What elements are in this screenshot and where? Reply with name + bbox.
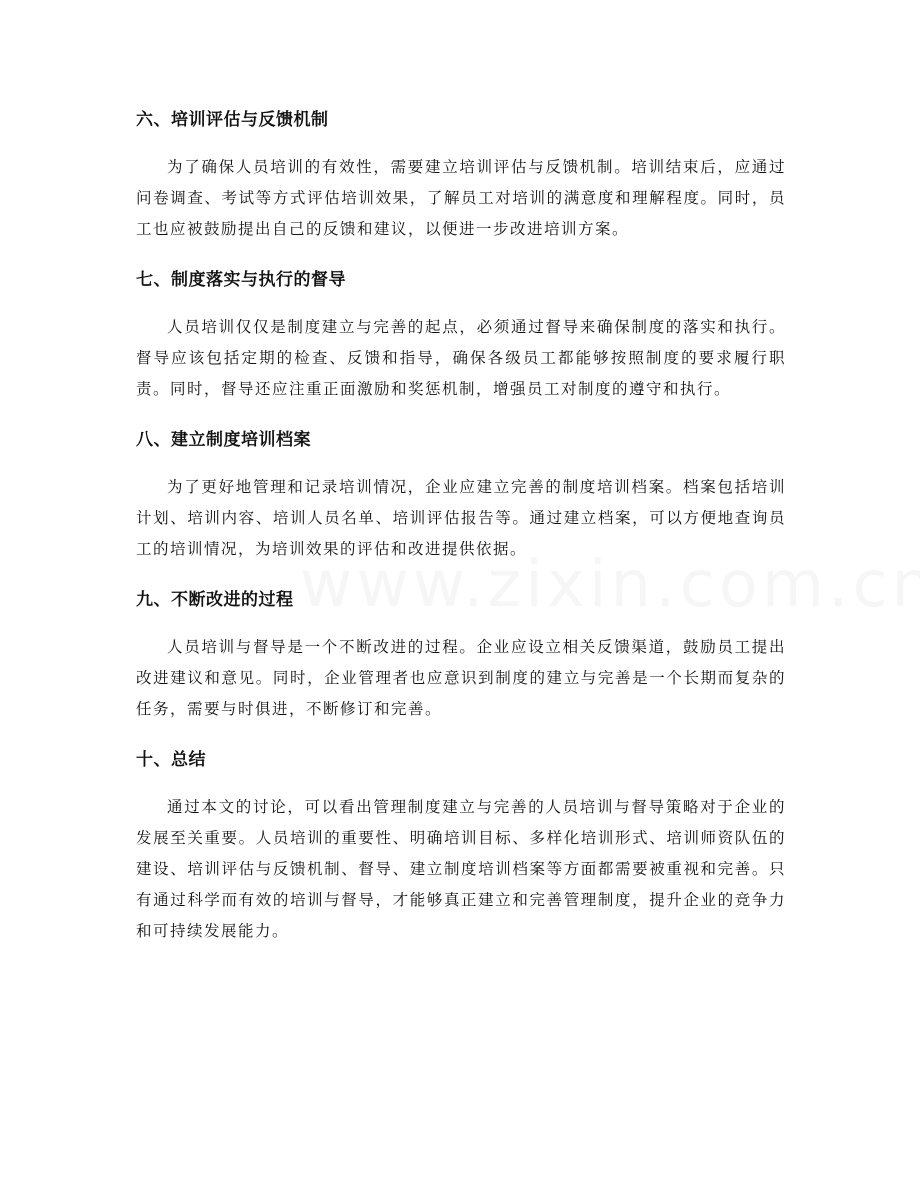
section-heading: 七、制度落实与执行的督导 [136, 270, 346, 290]
section-heading: 十、总结 [136, 750, 206, 770]
section-heading: 六、培训评估与反馈机制 [136, 110, 329, 130]
section-paragraph: 人员培训仅仅是制度建立与完善的起点，必须通过督导来确保制度的落实和执行。督导应该包括定期的检查、反馈和指导，确保各级员工都能够按照制度的要求履行职责。同时，督导还应注重正面激励和奖惩机制，增强员工对制度的遵守和执行。 [136, 318, 786, 398]
section-paragraph: 人员培训与督导是一个不断改进的过程。企业应设立相关反馈渠道，鼓励员工提出改进建议和意见。同时，企业管理者也应意识到制度的建立与完善是一个长期而复杂的任务，需要与时俱进，不断修订和完善。 [136, 638, 786, 718]
document-content [136, 104, 786, 966]
section-8 [136, 424, 786, 565]
section-heading: 八、建立制度培训档案 [136, 430, 311, 450]
section-10 [136, 744, 786, 947]
section-heading: 九、不断改进的过程 [136, 590, 294, 610]
section-7 [136, 264, 786, 405]
section-paragraph: 通过本文的讨论，可以看出管理制度建立与完善的人员培训与督导策略对于企业的发展至关重要。人员培训的重要性、明确培训目标、多样化培训形式、培训师资队伍的建设、培训评估与反馈机制、督导、建立制度培训档案等方面都需要被重视和完善。只有通过科学而有效的培训与督导，才能够真正建立和完善管理制度，提升企业的竞争力和可持续发展能力。 [136, 798, 786, 940]
section-paragraph: 为了更好地管理和记录培训情况，企业应建立完善的制度培训档案。档案包括培训计划、培训内容、培训人员名单、培训评估报告等。通过建立档案，可以方便地查询员工的培训情况，为培训效果的评估和改进提供依据。 [136, 478, 786, 558]
section-9 [136, 584, 786, 725]
section-paragraph: 为了确保人员培训的有效性，需要建立培训评估与反馈机制。培训结束后，应通过问卷调查、考试等方式评估培训效果，了解员工对培训的满意度和理解程度。同时，员工也应被鼓励提出自己的反馈和建议，以便进一步改进培训方案。 [136, 158, 786, 238]
section-6 [136, 104, 786, 245]
